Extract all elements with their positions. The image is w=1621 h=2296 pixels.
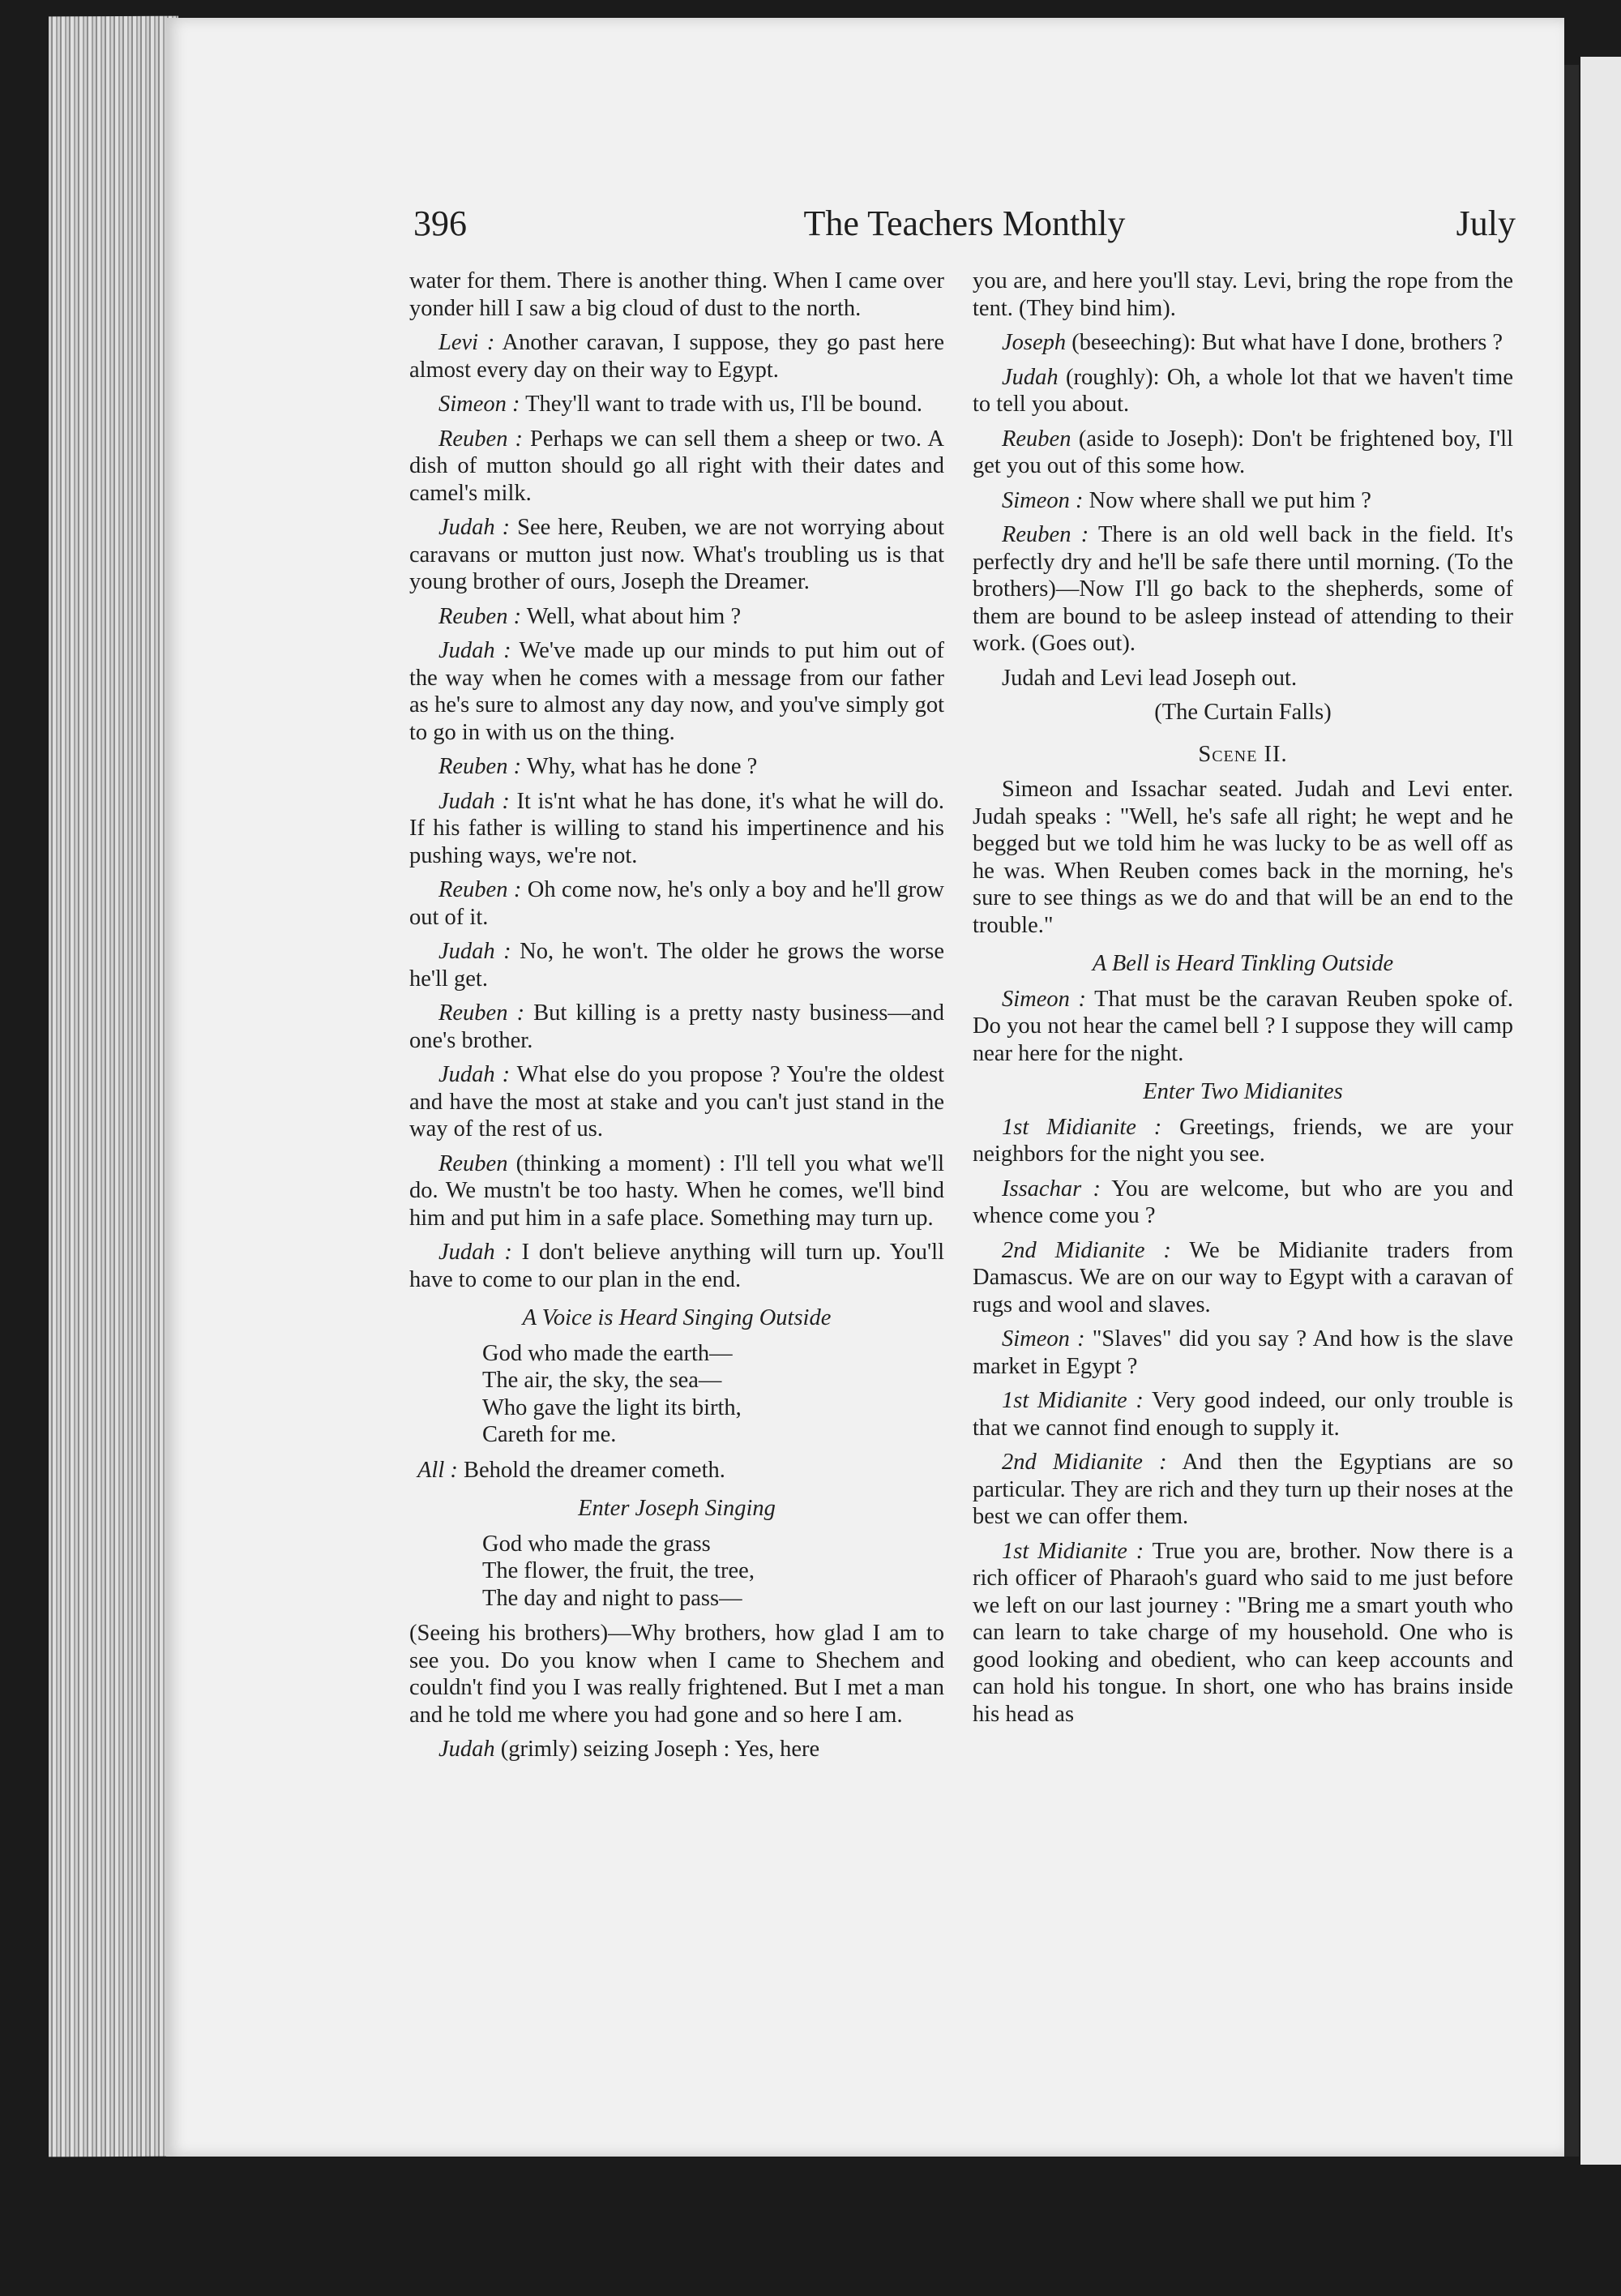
speaker: Judah : [438, 1062, 511, 1087]
speech: That must be the caravan Reuben spoke of. Do you not hear the camel bell ? I suppose they will camp near here for the night. [973, 986, 1513, 1066]
speech: It is'nt what he has done, it's what he will do. If his father is willing to stand his impertinence and his pushing ways, we're not. [409, 788, 945, 868]
speaker: Simeon : [1002, 487, 1084, 513]
speech: Greetings, friends, we are your neighbors for the night you see. [973, 1114, 1513, 1167]
dialogue-line [973, 1237, 1513, 1319]
paragraph: you are, and here you'll stay. Levi, bring the rope from the tent. (They bind him). [973, 268, 1513, 321]
page-number: 396 [413, 203, 467, 243]
dialogue-line [409, 1736, 944, 1763]
speaker: 1st Midianite : [1002, 1114, 1162, 1140]
dialogue-line [973, 521, 1513, 658]
speaker: 1st Midianite : [1002, 1388, 1144, 1413]
verse-line: Careth for me. [482, 1422, 617, 1447]
dialogue-line [973, 1538, 1513, 1728]
next-page-edge [1580, 57, 1621, 2165]
song-verse [409, 1340, 944, 1449]
speech: True you are, brother. Now there is a rich officer of Pharaoh's guard who said to me just before we left on our last journey : "Bring me a smart youth who can learn to take charge of my household. One who is good looking and obedient, who can keep accounts and can hold his tongue. In short, one who has brains inside his head as [973, 1538, 1513, 1727]
dialogue-line [409, 1061, 944, 1143]
speaker: Judah : [438, 638, 511, 663]
speaker: Joseph [1002, 330, 1067, 355]
dialogue-line [973, 329, 1513, 357]
song-verse [409, 1531, 944, 1613]
speech: Perhaps we can sell them a sheep or two. A dish of mutton should go all right with their dates and camel's milk. [409, 426, 944, 506]
dialogue-line [973, 986, 1513, 1068]
dialogue-line [973, 1326, 1513, 1380]
verse-line: The air, the sky, the sea— [482, 1368, 722, 1393]
dialogue-line [409, 876, 944, 931]
speaker: Issachar : [1002, 1176, 1101, 1202]
speech: Another caravan, I suppose, they go past here almost every day on their way to Egypt. [409, 330, 945, 383]
speech: They'll want to trade with us, I'll be bound. [520, 392, 923, 417]
dialogue-line [409, 788, 944, 870]
speech: There is an old well back in the field. It's perfectly dry and he'll be safe there until morning. (To the brothers)—Now I'll go back to the shepherds, some of them are bound to be asleep instead of attending to their work. (Goes out). [973, 522, 1513, 656]
dialogue-line [409, 603, 944, 631]
stage-line: Judah and Levi lead Joseph out. [1002, 665, 1298, 691]
paragraph: (Seeing his brothers)—Why brothers, how glad I am to see you. Do you know when I came to Shechem and couldn't find you I was really frightened. But I met a man and he told me where you had gone and so here I am. [409, 1621, 944, 1728]
speaker: Judah [438, 1737, 495, 1762]
verse-line: The day and night to pass— [482, 1585, 742, 1611]
dialogue-line [409, 1000, 944, 1054]
speaker: 2nd Midianite : [1002, 1237, 1171, 1263]
dialogue-line [409, 938, 944, 992]
dialogue-line [409, 391, 944, 418]
speech: And then the Egyptians are so particular. They are rich and they turn up their noses at the best we can offer them. [973, 1450, 1514, 1529]
speech: We've made up our minds to put him out of the way when he comes with a message from our father as he's sure to almost any day now, and you've simply got to go in with us on the thing. [409, 638, 944, 745]
book-page-edges [49, 16, 178, 2157]
dialogue-line [409, 1150, 944, 1232]
speech: Why, what has he done ? [521, 754, 758, 779]
speaker: Simeon : [438, 392, 520, 417]
speaker: 2nd Midianite : [1002, 1450, 1167, 1475]
dialogue-line [409, 514, 944, 596]
speaker: Reuben : [438, 603, 522, 629]
curtain-direction: (The Curtain Falls) [1154, 700, 1332, 725]
speech: "Slaves" did you say ? And how is the slave market in Egypt ? [973, 1326, 1514, 1379]
book-gutter-shadow [1564, 65, 1579, 2157]
verse-line: The flower, the fruit, the tree, [482, 1558, 755, 1583]
speaker: Judah [1002, 364, 1059, 390]
journal-title: The Teachers Monthly [803, 203, 1126, 243]
verse-line: God who made the grass [482, 1531, 711, 1557]
verse-line: Who gave the light its birth, [482, 1394, 742, 1420]
speech: I don't believe anything will turn up. You'll have to come to our plan in the end. [409, 1240, 944, 1292]
speaker: Reuben : [438, 877, 522, 902]
speaker: Reuben : [438, 754, 522, 779]
speaker: Simeon : [1002, 986, 1087, 1012]
speech: See here, Reuben, we are not worrying about caravans or mutton just now. What's troubling us is that young brother of ours, Joseph the Dreamer. [409, 515, 944, 594]
speaker: Levi : [438, 330, 495, 355]
speaker: Judah : [438, 788, 510, 814]
left-column [409, 268, 944, 1771]
speaker: Judah : [438, 1240, 512, 1265]
running-header [413, 203, 1516, 259]
dialogue-line [973, 1449, 1513, 1531]
speaker: 1st Midianite : [1002, 1538, 1144, 1564]
speech: (beseeching): But what have I done, brothers ? [1066, 330, 1503, 355]
speech: You are welcome, but who are you and whence come you ? [973, 1176, 1513, 1228]
speech: Very good indeed, our only trouble is that we cannot find enough to supply it. [973, 1388, 1513, 1441]
speech: (grimly) seizing Joseph : Yes, here [494, 1737, 820, 1762]
speech: We be Midianite traders from Damascus. We are on our way to Egypt with a caravan of rugs and wool and slaves. [973, 1237, 1513, 1317]
speech: But killing is a pretty nasty business—and one's brother. [409, 1000, 944, 1053]
speaker: Judah : [438, 515, 511, 540]
right-column [973, 268, 1513, 1735]
stage-direction: A Bell is Heard Tinkling Outside [1092, 951, 1394, 976]
speech: No, he won't. The older he grows the worse he'll get. [409, 939, 944, 992]
dialogue-line [973, 1176, 1513, 1230]
dialogue-line [409, 329, 944, 383]
speech: (roughly): Oh, a whole lot that we haven't time to tell you about. [973, 364, 1513, 417]
paragraph: Simeon and Issachar seated. Judah and Levi enter. Judah speaks : "Well, he's safe all right; he wept and he begged but we told him he was lucky to be as well off as he was. When Reuben comes back in the morning, he's sure to see things as we do and that will be an end to the trouble." [973, 777, 1513, 938]
dialogue-line [409, 1239, 944, 1293]
dialogue-line [409, 426, 944, 508]
speaker: Reuben : [438, 426, 523, 452]
dialogue-line [409, 753, 944, 781]
paragraph: water for them. There is another thing. When I came over yonder hill I saw a big cloud of dust to the north. [409, 268, 944, 321]
stage-direction: A Voice is Heard Singing Outside [522, 1305, 832, 1330]
speech: Now where shall we put him ? [1083, 487, 1371, 513]
speech: What else do you propose ? You're the oldest and have the most at stake and you can't just stand in the way of the rest of us. [409, 1062, 945, 1142]
speaker: Reuben : [1002, 522, 1089, 547]
speaker: Simeon : [1002, 1326, 1085, 1351]
dialogue-line [409, 1457, 944, 1484]
speech: (thinking a moment) : I'll tell you what we'll do. We mustn't be too hasty. When he comes, we'll bind him and put him in a safe place. Something may turn up. [409, 1150, 944, 1231]
speech: (aside to Joseph): Don't be frightened boy, I'll get you out of this some how. [973, 426, 1513, 478]
dialogue-line [973, 364, 1513, 418]
dialogue-line [409, 637, 944, 746]
speaker: Reuben : [438, 1000, 525, 1026]
speaker: Reuben [438, 1150, 508, 1176]
dialogue-line [973, 487, 1513, 515]
speech: Behold the dreamer cometh. [457, 1457, 725, 1483]
stage-direction: Enter Two Midianites [1143, 1079, 1343, 1104]
speaker: All : [417, 1457, 458, 1483]
issue-month: July [1456, 203, 1516, 243]
dialogue-line [973, 1114, 1513, 1168]
dialogue-line [973, 1387, 1513, 1441]
scene-heading: Scene II. [1198, 741, 1288, 767]
speech: Oh come now, he's only a boy and he'll grow out of it. [409, 877, 945, 930]
verse-line: God who made the earth— [482, 1340, 733, 1366]
speaker: Judah : [438, 939, 511, 964]
dialogue-line [973, 426, 1513, 480]
speech: Well, what about him ? [521, 603, 742, 629]
speaker: Reuben [1002, 426, 1071, 452]
stage-direction: Enter Joseph Singing [578, 1496, 776, 1521]
